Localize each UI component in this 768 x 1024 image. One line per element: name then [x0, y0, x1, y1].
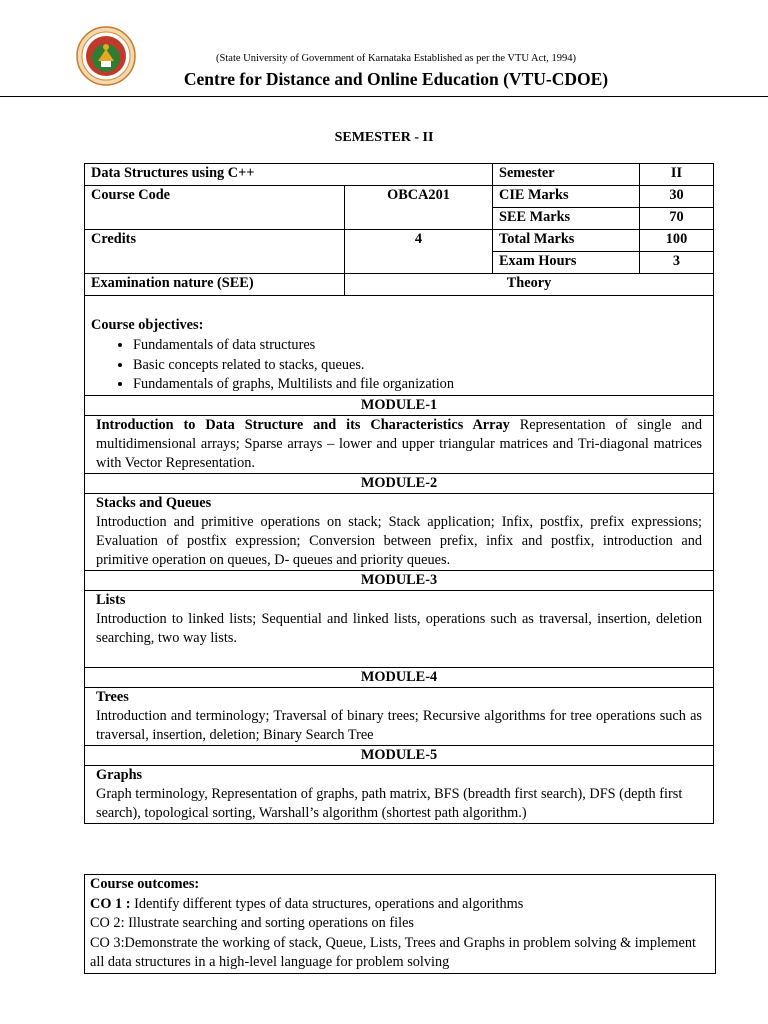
credits-label: Credits: [85, 230, 345, 274]
module-1-body: Representation of single and multidimensional arrays; Sparse arrays – lower and upper triangular matrices and Tri-diagonal matrices with Vector Representation.: [96, 416, 702, 471]
module-4-body: Introduction and terminology; Traversal of binary trees; Recursive algorithms for tree operations such as traversal, insertion, deletion; Binary Search Tree: [96, 707, 702, 743]
semester-label: Semester: [493, 164, 640, 186]
objectives-label: Course objectives:: [91, 317, 204, 333]
module-4-content: [85, 687, 714, 745]
header-subtitle: (State University of Government of Karnataka Established as per the VTU Act, 1994): [216, 53, 576, 64]
module-5-content: [85, 765, 714, 823]
header-title: Centre for Distance and Online Education (VTU-CDOE): [183, 69, 609, 89]
module-5-heading: MODULE-5: [85, 745, 714, 765]
module-1-content: [85, 415, 714, 473]
exam-nature-value: Theory: [345, 274, 714, 296]
cie-label: CIE Marks: [493, 186, 640, 208]
total-marks-value: 100: [640, 230, 714, 252]
total-marks-label: Total Marks: [493, 230, 640, 252]
see-label: SEE Marks: [493, 208, 640, 230]
semester-heading: SEMESTER - II: [334, 130, 434, 145]
exam-hours-value: 3: [640, 252, 714, 274]
module-4-title: Trees: [96, 688, 129, 705]
outcome-co2: CO 2: Illustrate searching and sorting operations on files: [90, 915, 414, 931]
module-3-heading: MODULE-3: [85, 570, 714, 590]
cie-value: 30: [640, 186, 714, 208]
header-divider: [0, 96, 768, 97]
objective-item: • Basic concepts related to stacks, queues.: [133, 356, 707, 376]
module-2-title: Stacks and Queues: [96, 494, 212, 511]
module-1-heading: MODULE-1: [85, 395, 714, 415]
module-2-heading: MODULE-2: [85, 473, 714, 493]
course-name: Data Structures using C++: [85, 164, 493, 186]
module-2-content: [85, 493, 714, 570]
module-5-title: Graphs: [96, 766, 143, 783]
course-code-label: Course Code: [85, 186, 345, 230]
semester-value: II: [640, 164, 714, 186]
module-5-body: Graph terminology, Representation of graphs, path matrix, BFS (breadth first search), DFS (depth first search), topological sorting, Warshall’s algorithm (shortest path algorithm.): [96, 785, 683, 821]
exam-nature-label: Examination nature (SEE): [85, 274, 345, 296]
credits-value: 4: [345, 230, 493, 274]
outcomes-label: Course outcomes:: [90, 876, 200, 892]
outcome-co1: CO 1 : Identify different types of data structures, operations and algorithms: [90, 895, 524, 912]
objective-item: • Fundamentals of data structures: [133, 336, 707, 356]
module-4-heading: MODULE-4: [85, 667, 714, 687]
exam-hours-label: Exam Hours: [493, 252, 640, 274]
module-1-title: Introduction to Data Structure and its Characteristics Array: [96, 416, 510, 433]
outcome-co3: CO 3:Demonstrate the working of stack, Queue, Lists, Trees and Graphs in problem solving & implement all data structures in a high-level language for problem solving: [90, 934, 696, 970]
module-3-body: Introduction to linked lists; Sequential and linked lists, operations such as traversal, insertion, deletion searching, two way lists.: [96, 610, 702, 646]
course-code-value: OBCA201: [345, 186, 493, 230]
course-outcomes-table: [84, 874, 716, 974]
course-objectives: [85, 296, 714, 396]
module-3-content: [85, 590, 714, 667]
see-value: 70: [640, 208, 714, 230]
syllabus-table: [84, 163, 714, 824]
objective-item: • Fundamentals of graphs, Multilists and file organization: [133, 375, 707, 395]
module-3-title: Lists: [96, 591, 126, 608]
module-2-body: Introduction and primitive operations on stack; Stack application; Infix, postfix, prefix expressions; Evaluation of postfix expression; Conversion between prefix, infix and postfix, introduction and primitive operation on queues, D- queues and priority queues.: [96, 513, 702, 568]
course-outcomes: [85, 875, 716, 974]
